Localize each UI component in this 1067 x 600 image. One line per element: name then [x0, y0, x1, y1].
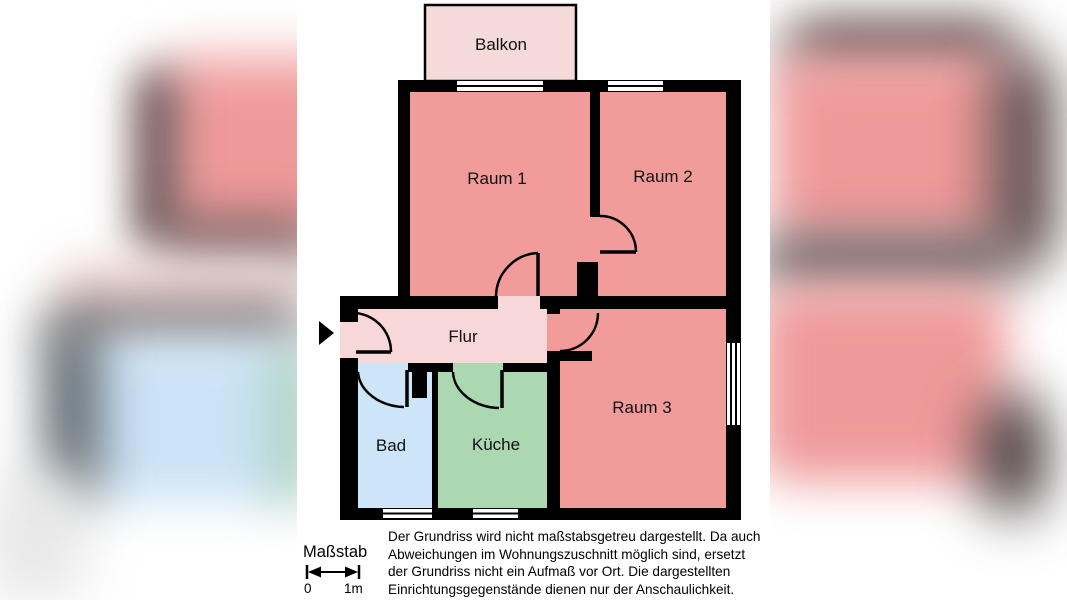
wall-mid-right — [540, 296, 741, 309]
window-raum2 — [608, 81, 663, 91]
window-kueche — [473, 509, 518, 518]
disclaimer-line: Der Grundriss wird nicht maßstabsgetreu dargestellt. Da auch — [388, 529, 761, 544]
wall-kueche-raum3 — [547, 351, 560, 508]
label-raum2: Raum 2 — [633, 167, 693, 186]
label-bad: Bad — [375, 436, 407, 455]
label-kueche: Küche — [471, 435, 521, 454]
wall-stub-raum3-door — [560, 351, 592, 361]
window-balkon — [457, 81, 543, 91]
wall-left-lower — [340, 363, 358, 520]
window-raum3 — [727, 343, 740, 425]
window-bad — [383, 509, 432, 518]
disclaimer-line: Einrichtungsgegenstände dienen nur der Anschaulichkeit. — [388, 581, 735, 597]
wall-flur-bottom-right — [503, 363, 547, 372]
label-balkon: Balkon — [475, 35, 527, 54]
room-raum1 — [410, 92, 590, 297]
label-flur: Flur — [448, 327, 478, 346]
scale-min-label: 0 — [304, 581, 312, 596]
wall-top — [398, 80, 741, 92]
label-raum1: Raum 1 — [467, 169, 527, 188]
wall-left-upper — [398, 80, 410, 309]
wall-stub-raum1-raum2 — [577, 262, 598, 296]
wall-raum1-raum2 — [590, 92, 600, 217]
scale-title: Maßstab — [303, 543, 368, 561]
wall-pillar-bad — [412, 363, 427, 398]
room-raum2 — [590, 92, 726, 297]
wall-entry-top — [340, 296, 358, 322]
wall-raum3-top-piece — [547, 309, 560, 314]
disclaimer-line: der Grundriss nicht ein Aufmaß vor Ort. Die dargestellten — [388, 564, 731, 580]
disclaimer-line: Abweichungen im Wohnungszuschnitt möglich sind, ersetzt — [388, 546, 746, 562]
disclaimer-text — [388, 528, 783, 598]
wall-bad-kueche — [432, 363, 438, 508]
label-raum3: Raum 3 — [612, 398, 672, 417]
scale-max-label: 1m — [344, 581, 363, 596]
wall-mid-left — [340, 296, 498, 309]
